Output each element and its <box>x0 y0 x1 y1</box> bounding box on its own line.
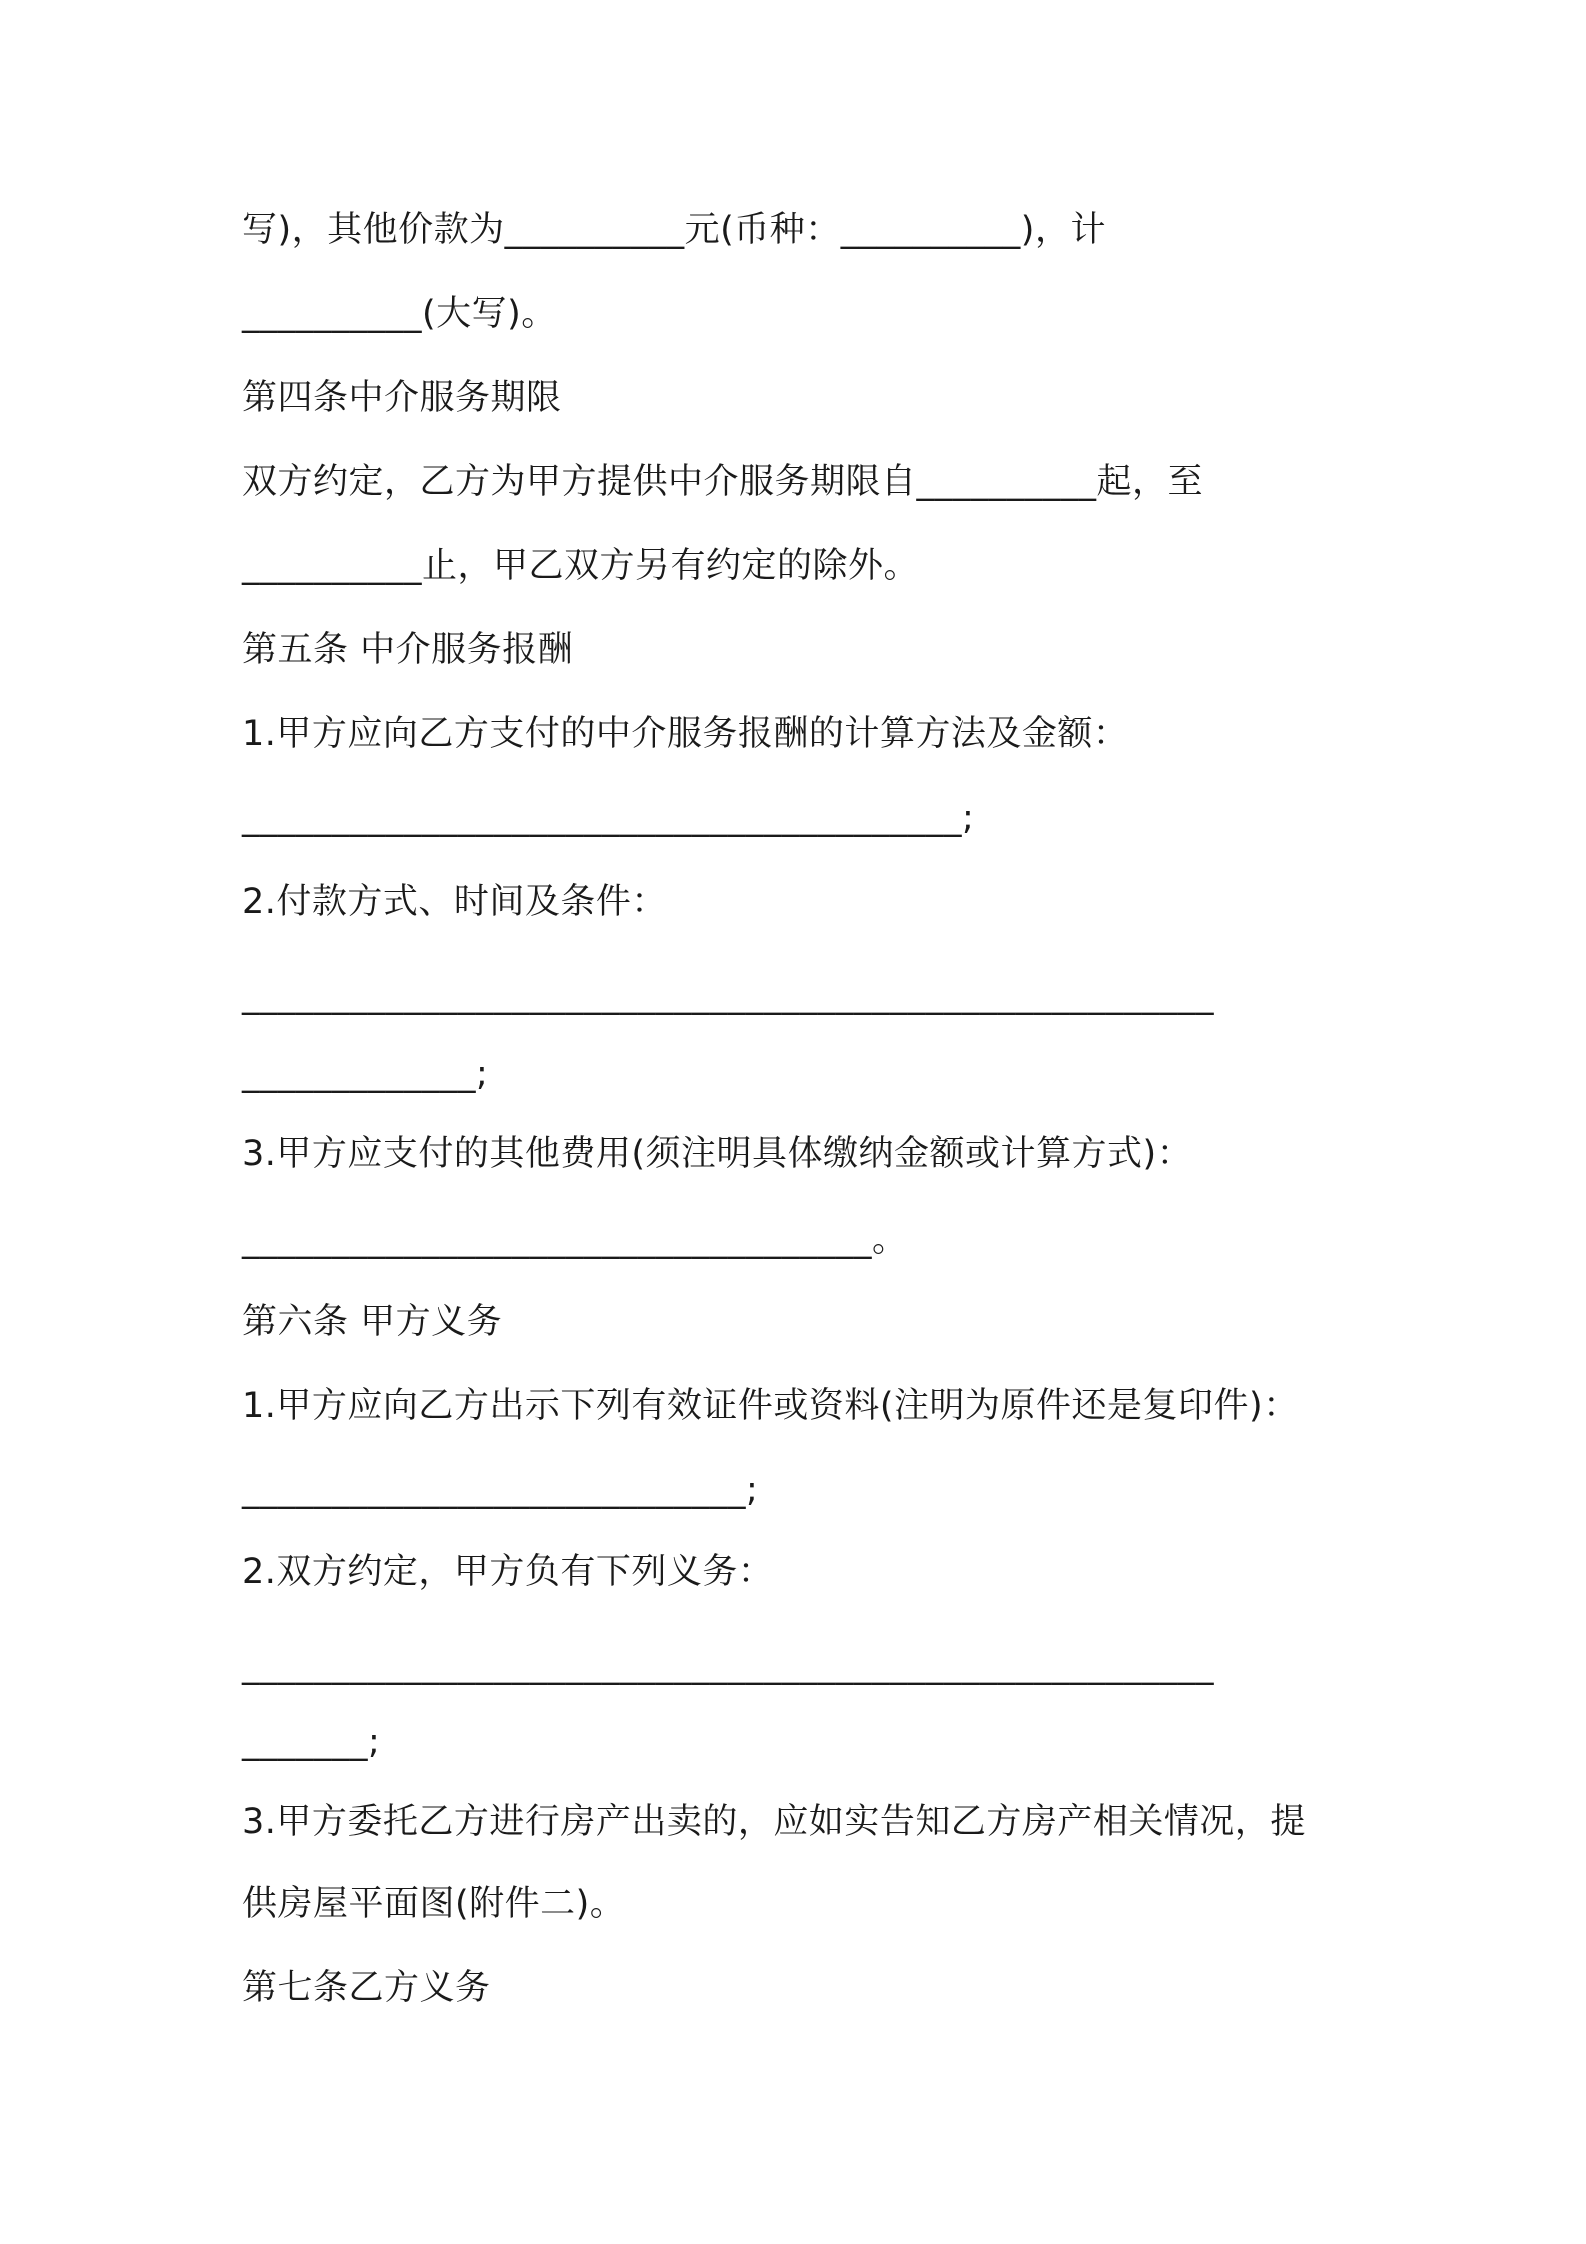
blank-line-payment-terms-2: _____________; <box>242 1054 489 1094</box>
blank-line-fee-calculation: ________________________________________; <box>242 798 975 838</box>
text-line-service-period: 双方约定，乙方为甲方提供中介服务期限自__________起，至 <box>242 462 1204 502</box>
blank-line-party-a-obligations-2: _______; <box>242 1722 381 1762</box>
text-line-service-period-end: __________止，甲乙双方另有约定的除外。 <box>242 546 920 586</box>
text-line-floor-plan: 供房屋平面图(附件二)。 <box>242 1884 626 1924</box>
text-line-price-other: 写)，其他价款为__________元(币种：__________)，计 <box>242 210 1106 250</box>
heading-article-7: 第七条乙方义务 <box>242 1968 491 2008</box>
blank-line-payment-terms-1: ______________________________________________________ <box>242 976 1214 1016</box>
blank-line-other-fees: ___________________________________。 <box>242 1220 908 1260</box>
text-line-price-uppercase: __________(大写)。 <box>242 294 557 334</box>
heading-article-6: 第六条 甲方义务 <box>242 1302 503 1342</box>
heading-article-5: 第五条 中介服务报酬 <box>242 630 574 670</box>
text-line-payment-terms: 2.付款方式、时间及条件： <box>242 882 667 922</box>
blank-line-party-a-obligations-1: ______________________________________________________ <box>242 1646 1214 1686</box>
text-line-documents: 1.甲方应向乙方出示下列有效证件或资料(注明为原件还是复印件)： <box>242 1386 1299 1426</box>
text-line-property-sale-disclosure: 3.甲方委托乙方进行房产出卖的，应如实告知乙方房产相关情况，提 <box>242 1802 1306 1842</box>
blank-line-documents: ____________________________; <box>242 1470 759 1510</box>
text-line-party-a-obligations: 2.双方约定，甲方负有下列义务： <box>242 1552 774 1592</box>
heading-article-4: 第四条中介服务期限 <box>242 378 562 418</box>
text-line-fee-calculation: 1.甲方应向乙方支付的中介服务报酬的计算方法及金额： <box>242 714 1129 754</box>
text-line-other-fees: 3.甲方应支付的其他费用(须注明具体缴纳金额或计算方式)： <box>242 1134 1193 1174</box>
